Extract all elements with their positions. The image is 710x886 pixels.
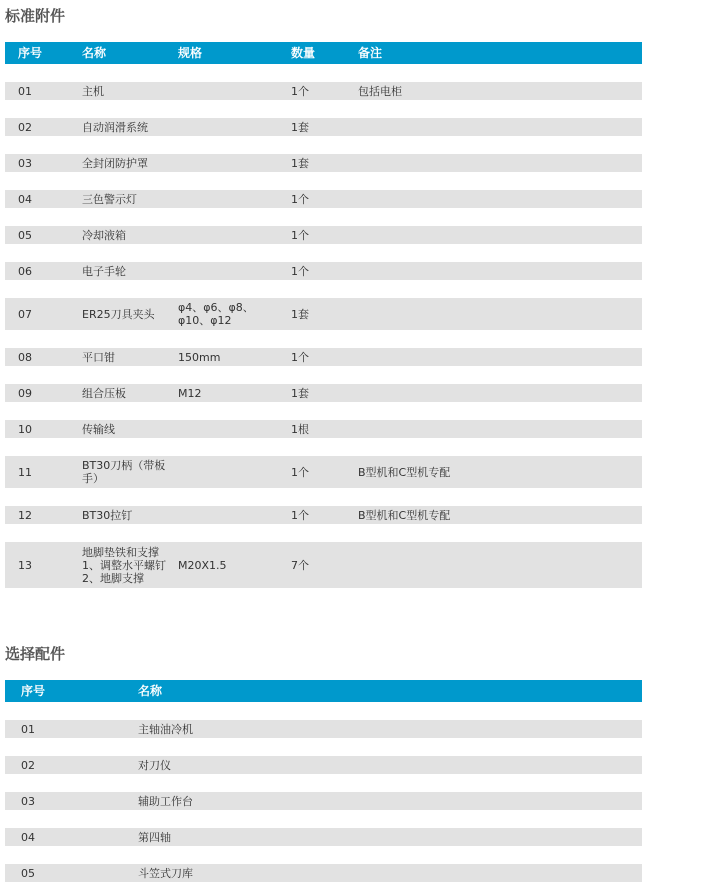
cell-spec: φ4、φ6、φ8、 φ10、φ12 [178, 301, 254, 327]
header-remark: 备注 [358, 46, 383, 60]
cell-no: 05 [21, 866, 35, 880]
cell-name: 主机 [82, 84, 104, 98]
table-row [5, 298, 642, 330]
header-qty: 数量 [291, 46, 316, 60]
cell-no: 10 [18, 422, 32, 436]
cell-no: 05 [18, 228, 32, 242]
table-row [5, 348, 642, 366]
cell-name: 冷却液箱 [82, 228, 126, 242]
cell-no: 11 [18, 465, 32, 479]
cell-spec: M12 [178, 386, 202, 400]
cell-qty: 1个 [291, 84, 309, 98]
cell-spec: 150mm [178, 350, 221, 364]
standard-accessories-title: 标准附件 [5, 7, 66, 25]
cell-remark [358, 348, 608, 366]
table-row [5, 828, 642, 846]
cell-name: ER25刀具夹头 [82, 307, 155, 321]
table-row [5, 154, 642, 172]
cell-qty: 1个 [291, 192, 309, 206]
cell-name: 三色警示灯 [82, 192, 137, 206]
table-header [5, 680, 642, 702]
cell-spec [178, 262, 288, 280]
table-row [5, 420, 642, 438]
cell-name: 对刀仪 [138, 758, 171, 772]
header-name: 名称 [82, 46, 107, 60]
cell-qty: 1套 [291, 120, 309, 134]
cell-no: 04 [21, 830, 35, 844]
cell-remark [358, 226, 608, 244]
cell-qty: 7个 [291, 558, 309, 572]
cell-name: 第四轴 [138, 830, 171, 844]
cell-qty: 1根 [291, 422, 309, 436]
table-row [5, 542, 642, 588]
cell-qty: 1个 [291, 228, 309, 242]
cell-spec [178, 456, 288, 488]
cell-no: 04 [18, 192, 32, 206]
cell-spec [178, 226, 288, 244]
cell-spec [178, 82, 288, 100]
cell-remark: B型机和C型机专配 [358, 508, 451, 522]
cell-no: 02 [18, 120, 32, 134]
cell-no: 06 [18, 264, 32, 278]
cell-no: 13 [18, 558, 32, 572]
cell-name: 电子手轮 [82, 264, 126, 278]
cell-spec [178, 190, 288, 208]
cell-qty: 1套 [291, 156, 309, 170]
cell-spec: M20X1.5 [178, 558, 227, 572]
table-header [5, 42, 642, 64]
cell-name: 平口钳 [82, 350, 115, 364]
cell-spec [178, 118, 288, 136]
cell-name: 传输线 [82, 422, 115, 436]
table-row [5, 864, 642, 882]
cell-remark [358, 542, 608, 588]
cell-remark [358, 384, 608, 402]
cell-no: 03 [18, 156, 32, 170]
cell-remark [358, 190, 608, 208]
cell-no: 01 [21, 722, 35, 736]
cell-remark: B型机和C型机专配 [358, 465, 451, 479]
cell-qty: 1个 [291, 350, 309, 364]
cell-remark [358, 420, 608, 438]
cell-qty: 1个 [291, 264, 309, 278]
cell-qty: 1个 [291, 508, 309, 522]
cell-remark [358, 262, 608, 280]
cell-qty: 1个 [291, 465, 309, 479]
table-row [5, 82, 642, 100]
table-row [5, 792, 642, 810]
cell-name: 全封闭防护罩 [82, 156, 148, 170]
header-name: 名称 [138, 684, 163, 698]
cell-spec [178, 506, 288, 524]
cell-name: 主轴油冷机 [138, 722, 193, 736]
cell-name: BT30拉钉 [82, 508, 133, 522]
cell-no: 02 [21, 758, 35, 772]
table-row [5, 384, 642, 402]
cell-no: 12 [18, 508, 32, 522]
cell-name: 辅助工作台 [138, 794, 193, 808]
table-row [5, 226, 642, 244]
cell-remark: 包括电柜 [358, 84, 402, 98]
header-spec: 规格 [178, 46, 203, 60]
cell-qty: 1套 [291, 307, 309, 321]
cell-spec [178, 420, 288, 438]
header-no: 序号 [21, 684, 46, 698]
cell-remark [358, 118, 608, 136]
table-row [5, 262, 642, 280]
cell-remark [358, 298, 608, 330]
table-row [5, 756, 642, 774]
cell-no: 08 [18, 350, 32, 364]
table-row [5, 456, 642, 488]
table-row [5, 190, 642, 208]
cell-name: BT30刀柄（带板 手） [82, 459, 166, 485]
table-row [5, 720, 642, 738]
cell-remark [358, 154, 608, 172]
cell-no: 07 [18, 307, 32, 321]
cell-no: 03 [21, 794, 35, 808]
cell-spec [178, 154, 288, 172]
cell-no: 01 [18, 84, 32, 98]
cell-name: 斗笠式刀库 [138, 866, 193, 880]
cell-name: 组合压板 [82, 386, 126, 400]
cell-name: 自动润滑系统 [82, 120, 148, 134]
cell-no: 09 [18, 386, 32, 400]
header-no: 序号 [18, 46, 43, 60]
optional-accessories-title: 选择配件 [5, 645, 66, 663]
cell-qty: 1套 [291, 386, 309, 400]
table-row [5, 118, 642, 136]
table-row [5, 506, 642, 524]
cell-name: 地脚垫铁和支撑 1、调整水平螺钉 2、地脚支撑 [82, 545, 166, 585]
